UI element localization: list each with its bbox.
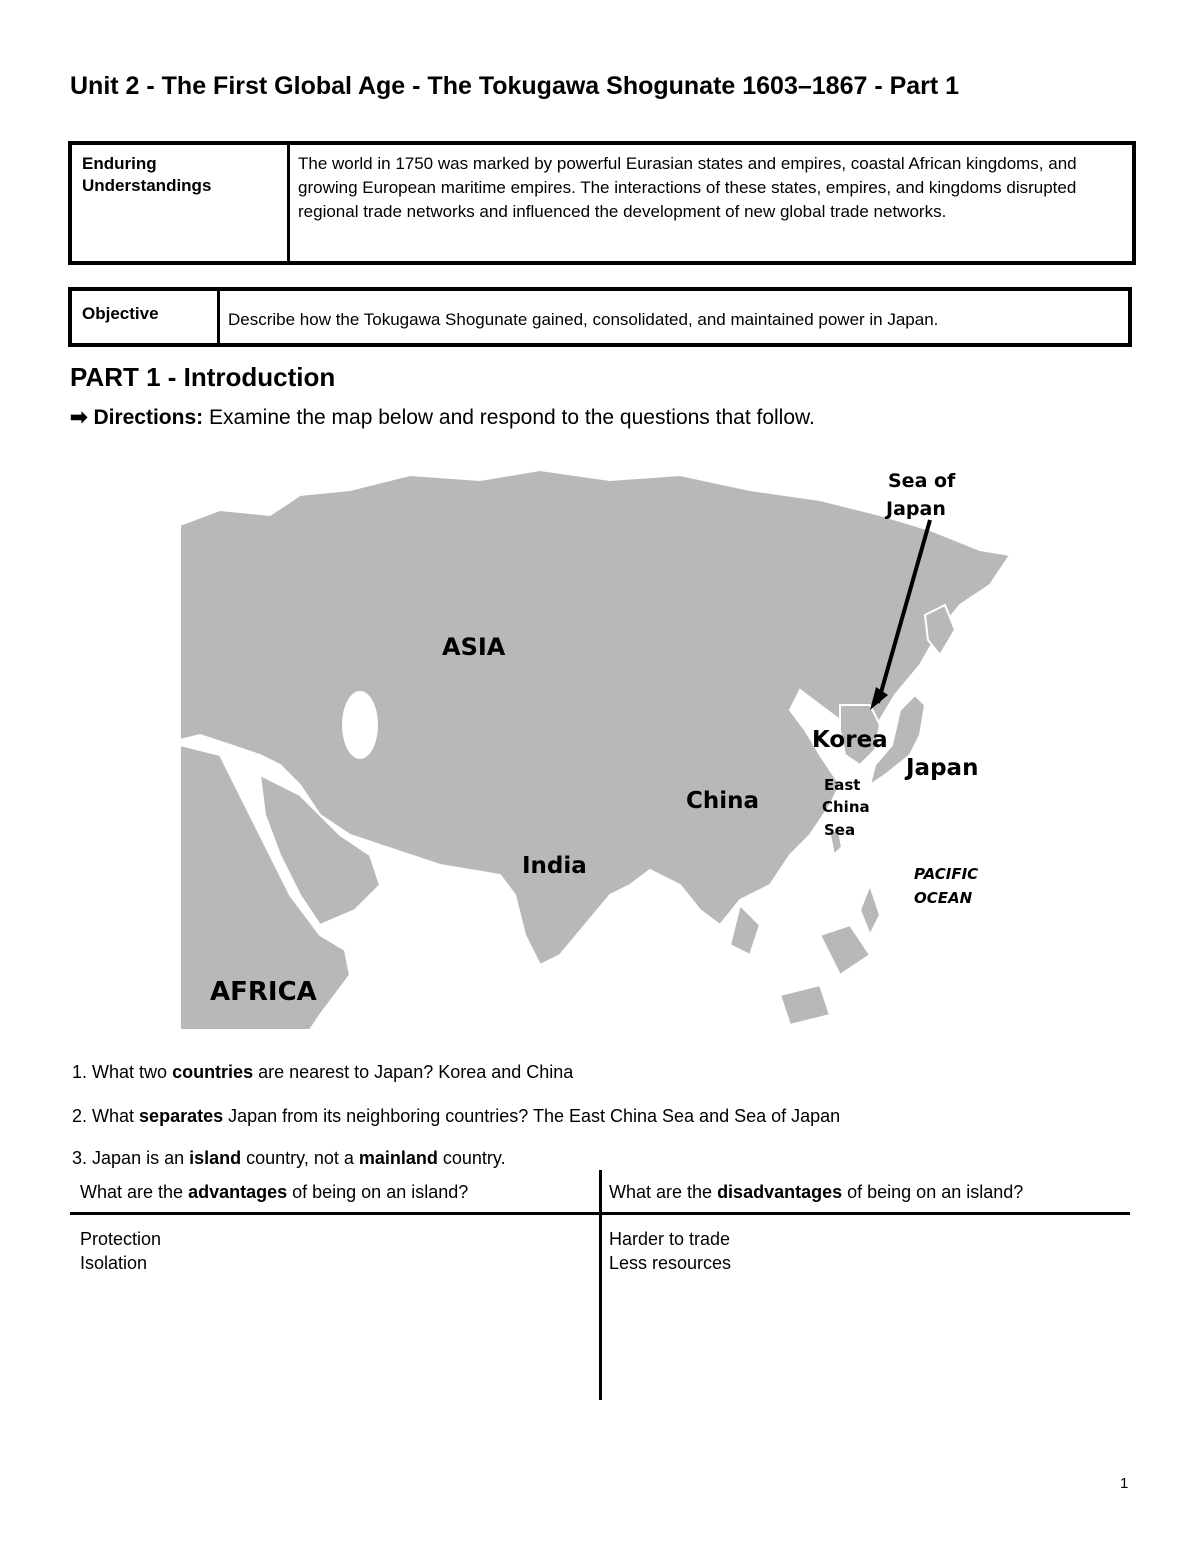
q1-bold: countries bbox=[172, 1062, 254, 1082]
disadvantages-header-bold: disadvantages bbox=[717, 1182, 843, 1202]
objective-text: Describe how the Tokugawa Shogunate gained, consolidated, and maintained power in Japan. bbox=[228, 310, 939, 329]
label-pacific-1: PACIFIC bbox=[914, 865, 979, 883]
label-sea-of-japan-1: Sea of bbox=[888, 470, 956, 492]
disadvantages-header-post: of being on an island? bbox=[842, 1182, 1024, 1202]
disadvantage-item: Harder to trade bbox=[609, 1229, 731, 1249]
q3-number: 3. bbox=[72, 1148, 88, 1168]
objective-box bbox=[68, 287, 1132, 347]
advantages-header bbox=[80, 1182, 468, 1203]
q2-pre: What bbox=[92, 1106, 140, 1126]
label-east-china-sea-2: China bbox=[822, 798, 870, 816]
directions-text: Examine the map below and respond to the questions that follow. bbox=[203, 406, 815, 429]
q1-number: 1. bbox=[72, 1062, 88, 1082]
southeast-asia-islands bbox=[730, 885, 880, 1025]
advantages-header-pre: What are the bbox=[80, 1182, 189, 1202]
disadvantages-header-pre: What are the bbox=[609, 1182, 718, 1202]
question-3 bbox=[72, 1148, 506, 1169]
q3-bold2: mainland bbox=[358, 1148, 438, 1168]
q3-bold: island bbox=[189, 1148, 242, 1168]
enduring-understandings-label bbox=[72, 145, 290, 261]
asia-map bbox=[180, 455, 1020, 1030]
advantages-header-bold: advantages bbox=[188, 1182, 288, 1202]
enduring-label-line2: Understandings bbox=[82, 176, 212, 195]
q2-post: Japan from its neighboring countries? The East China Sea and Sea of Japan bbox=[223, 1106, 841, 1126]
table-column-divider bbox=[599, 1170, 602, 1400]
q3-post: country. bbox=[437, 1148, 506, 1168]
q3-mid: country, not a bbox=[241, 1148, 359, 1168]
enduring-understandings-text: The world in 1750 was marked by powerful Eurasian states and empires, coastal African kingdoms, and growing European maritime empires. The interactions of these states, empires, and kingdoms disrupted regional trade networks and influenced the development of new global trade networks. bbox=[298, 154, 1077, 221]
question-2 bbox=[72, 1106, 840, 1127]
page-number: 1 bbox=[1120, 1475, 1129, 1492]
label-japan: Japan bbox=[906, 755, 979, 781]
directions-label: Directions: bbox=[93, 406, 204, 429]
advantage-item: Protection bbox=[80, 1229, 162, 1249]
q3-pre: Japan is an bbox=[92, 1148, 190, 1168]
label-pacific-2: OCEAN bbox=[914, 889, 973, 907]
caspian-sea bbox=[342, 691, 378, 759]
label-sea-of-japan-2: Japan bbox=[886, 498, 946, 520]
label-east-china-sea-3: Sea bbox=[824, 821, 856, 839]
q2-number: 2. bbox=[72, 1106, 88, 1126]
label-east-china-sea-1: East bbox=[824, 776, 861, 794]
label-korea: Korea bbox=[812, 727, 888, 753]
part-heading: PART 1 - Introduction bbox=[70, 362, 336, 392]
arrow-icon: ➡ bbox=[70, 406, 88, 429]
page-title: Unit 2 - The First Global Age - The Tokugawa Shogunate 1603–1867 - Part 1 bbox=[70, 72, 960, 100]
objective-label: Objective bbox=[72, 291, 220, 343]
disadvantages-header bbox=[609, 1182, 1023, 1203]
q1-post: are nearest to Japan? Korea and China bbox=[253, 1062, 574, 1082]
disadvantage-item: Less resources bbox=[609, 1253, 732, 1273]
q1-pre: What two bbox=[92, 1062, 173, 1082]
label-asia: ASIA bbox=[442, 633, 506, 661]
label-china: China bbox=[686, 788, 760, 814]
advantages-cell bbox=[80, 1227, 161, 1275]
directions bbox=[70, 405, 815, 430]
enduring-label-line1: Enduring bbox=[82, 154, 157, 173]
q2-bold: separates bbox=[139, 1106, 224, 1126]
label-africa: AFRICA bbox=[210, 977, 317, 1007]
question-1 bbox=[72, 1062, 573, 1083]
label-india: India bbox=[522, 853, 587, 879]
advantage-item: Isolation bbox=[80, 1253, 148, 1273]
enduring-understandings-box bbox=[68, 141, 1136, 265]
advantages-header-post: of being on an island? bbox=[287, 1182, 469, 1202]
disadvantages-cell bbox=[609, 1227, 731, 1275]
